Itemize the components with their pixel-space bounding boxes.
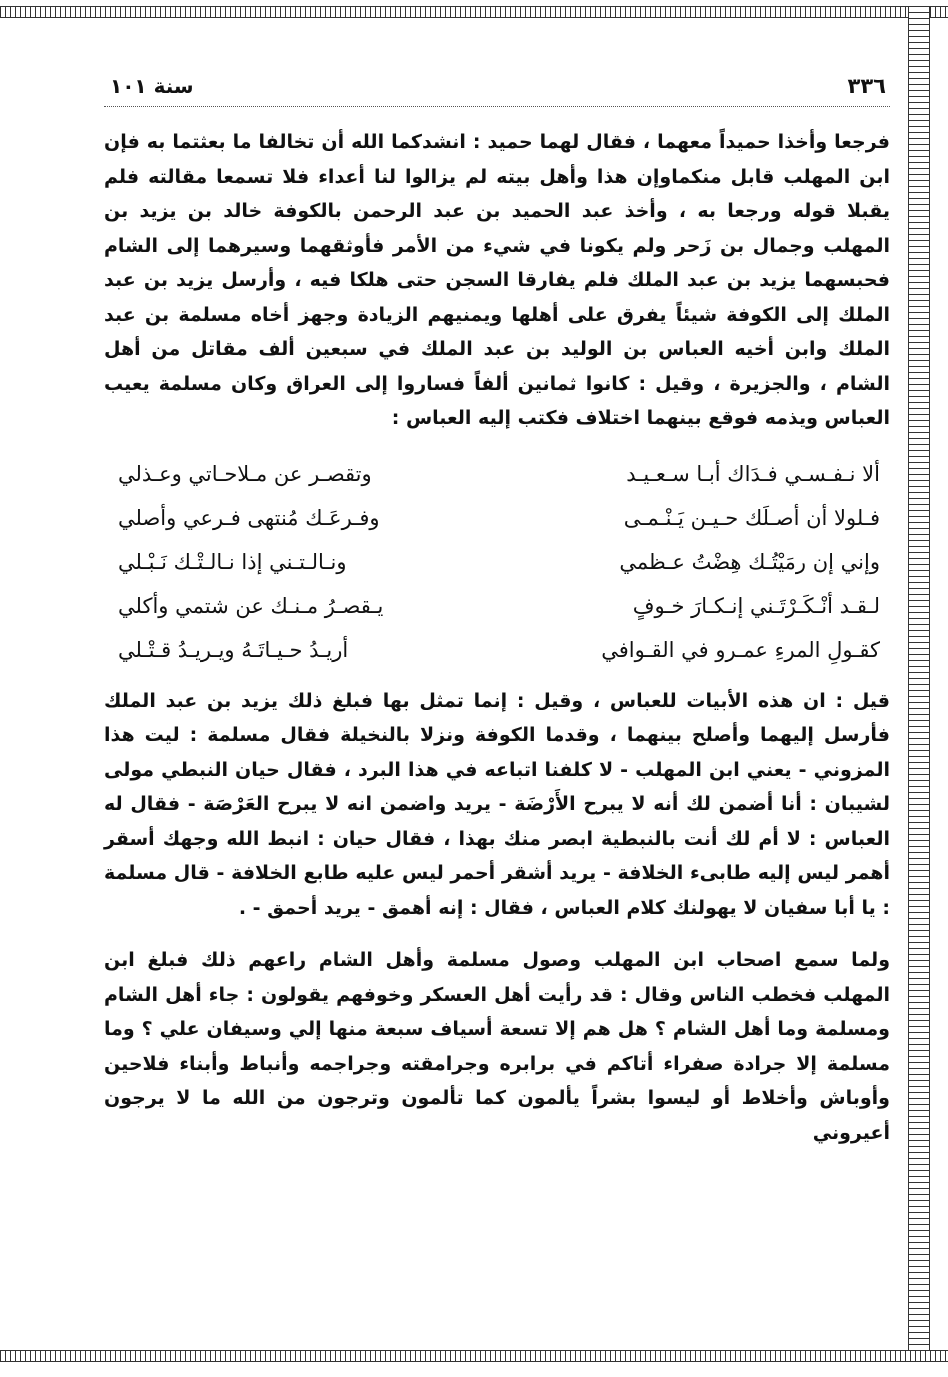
- paragraph-1: فرجعا وأخذا حميداً معهما ، فقال لهما حميد : انشدكما الله أن تخالفا ما بعثتما به فإن ابن المهلب قابل منكماوإن هذا وأهل بيته لم يزالوا لنا أعداء فلا تسمعا مقالته فلم يقبلا قوله ورجعا به ، وأخذ عبد الحميد بن عبد الرحمن بالكوفة خالد بن يزيد بن المهلب وجمال بن زَحر ولم يكونا في شيء من الأمر فأوثقهما وسيرهما إلى الشام فحبسهما يزيد بن عبد الملك فلم يفارقا السجن حتى هلكا فيه ، وأرسل يزيد بن عبد الملك إلى الكوفة شيئاً يفرق على أهلها ويمنيهم الزيادة وجهز أخاه مسلمة بن عبد الملك وابن أخيه العباس بن الوليد بن عبد الملك في سبعين ألف مقاتل من أهل الشام ، والجزيرة ، وقيل : كانوا ثمانين ألفاً فساروا إلى العراق وكان مسلمة يعيب العباس ويذمه فوقع بينهما اختلاف فكتب إليه العباس :: [104, 131, 890, 429]
- verse-first-hemistich: ألا نـفـسـي فـدَاك أبـا سـعـيـد: [626, 461, 880, 486]
- poem-verse: [118, 584, 880, 628]
- verse-first-hemistich: فـلولا أن أصـلَك حـيـن يَـنْـمـى: [623, 505, 880, 530]
- verse-second-hemistich: ونـالـتـني إذا نـالـتْـك نَـبْـلي: [118, 549, 347, 574]
- right-border-ornament: [908, 6, 930, 1362]
- poem-verse: [118, 628, 880, 672]
- verse-second-hemistich: أريـدُ حـيـاتَـهُ ويـريـدُ قـتْـلي: [118, 637, 349, 662]
- paragraph-3: ولما سمع اصحاب ابن المهلب وصول مسلمة وأهل الشام راعهم ذلك فبلغ ابن المهلب فخطب الناس وقال : قد رأيت أهل العسكر وخوفهم يقولون : جاء أهل الشام ومسلمة وما أهل الشام ؟ هل هم إلا تسعة أسياف سبعة منها إلي وسيفان علي ؟ وما مسلمة إلا جرادة صفراء أتاكم في برابره وجرامقته وجراجمه وأنباط وأبناء فلاحين وأوباش وأخلاط أو ليسوا بشراً يألمون كما تألمون وترجون من الله ما لا يرجون أعيروني: [104, 949, 890, 1144]
- year-label: سنة ١٠١: [110, 74, 194, 98]
- verse-second-hemistich: يـقصـرُ مـنـك عن شتمي وأكلي: [118, 593, 384, 618]
- book-page: [104, 70, 890, 1340]
- verse-second-hemistich: وفـرعَـك مُنتهى فـرعي وأصلي: [118, 505, 380, 530]
- verse-first-hemistich: كقـولِ المرءِ عمـرو في القـوافي: [601, 637, 880, 662]
- page-number: ٣٣٦: [847, 74, 886, 98]
- poem-verse: [118, 540, 880, 584]
- poem-verse: [118, 496, 880, 540]
- verse-first-hemistich: لـقـد أنْـكَـرْتَـني إنـكـارَ خـوفٍ: [632, 593, 880, 618]
- verse-first-hemistich: وإني إن رمَيْتُـك هِضْتُ عـظمي: [619, 549, 880, 574]
- verse-second-hemistich: وتقصـر عن مـلاحـاتي وعـذلي: [118, 461, 372, 486]
- top-border-ornament: [0, 6, 948, 18]
- page-header: [104, 70, 890, 107]
- poem: [118, 452, 880, 672]
- poem-verse: [118, 452, 880, 496]
- bottom-border-ornament: [0, 1350, 948, 1362]
- paragraph-2: قيل : ان هذه الأبيات للعباس ، وقيل : إنما تمثل بها فبلغ ذلك يزيد بن عبد الملك فأرسل إليهما وأصلح بينهما ، وقدما الكوفة ونزلا بالنخيلة فقال مسلمة : ليت هذا المزوني - يعني ابن المهلب - لا كلفنا اتباعه في هذا البرد ، فقال حيان النبطي مولى لشيبان : أنا أضمن لك أنه لا يبرح الأَرْضَة - يريد واضمن انه لا يبرح العَرْصَة - فقال له العباس : لا أم لك أنت بالنبطية ابصر منك بهذا ، فقال حيان : انبط الله وجهك أسقر أهمر ليس إليه طابىء الخلافة - يريد أشقر أحمر ليس عليه طابع الخلافة - قال مسلمة : يا أبا سفيان لا يهولنك كلام العباس ، فقال : إنه أهمق - يريد أحمق - .: [104, 689, 890, 919]
